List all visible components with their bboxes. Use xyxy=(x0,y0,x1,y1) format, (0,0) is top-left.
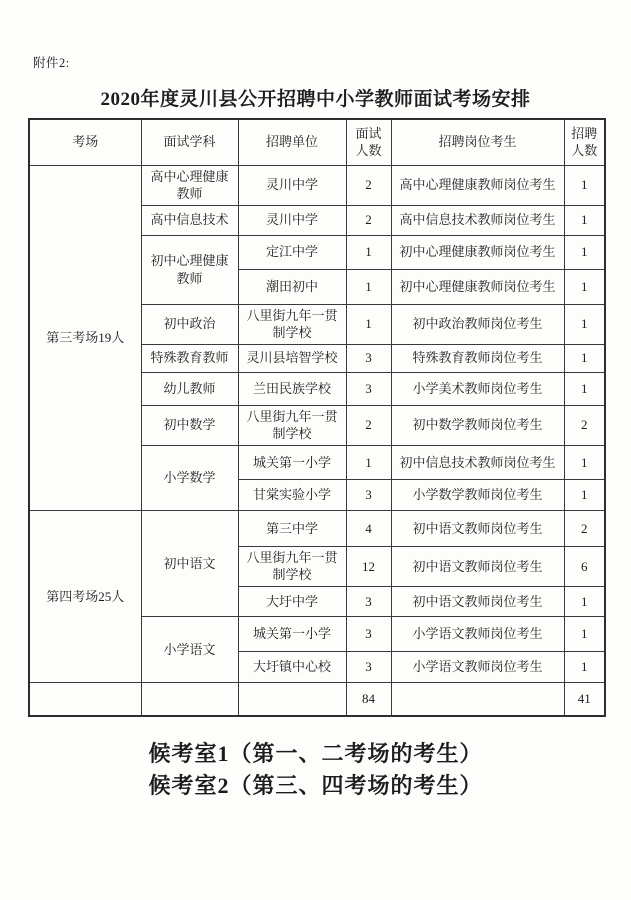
totals-empty-candidates-cell xyxy=(391,682,564,716)
recruit-count-cell: 1 xyxy=(564,651,605,682)
subject-cell: 幼儿教师 xyxy=(141,372,238,405)
waiting-room-line-2: 候考室2（第三、四考场的考生） xyxy=(148,773,483,798)
school-cell: 兰田民族学校 xyxy=(238,372,346,405)
totals-empty-school-cell xyxy=(238,682,346,716)
recruit-count-cell: 2 xyxy=(564,405,605,445)
school-cell: 城关第一小学 xyxy=(238,445,346,479)
totals-empty-venue-cell xyxy=(29,682,141,716)
school-cell: 定江中学 xyxy=(238,235,346,269)
header-school: 招聘单位 xyxy=(238,119,346,165)
subject-cell: 初中语文 xyxy=(141,510,238,616)
header-recruit-count: 招聘人数 xyxy=(564,119,605,165)
school-cell: 灵川中学 xyxy=(238,165,346,205)
school-cell: 灵川县培智学校 xyxy=(238,344,346,372)
recruit-count-cell: 1 xyxy=(564,304,605,344)
school-cell: 潮田初中 xyxy=(238,269,346,304)
recruit-count-cell: 1 xyxy=(564,344,605,372)
subject-cell: 小学语文 xyxy=(141,616,238,682)
interview-count-cell: 3 xyxy=(346,651,391,682)
waiting-room-line-1: 候考室1（第一、二考场的考生） xyxy=(148,741,483,766)
recruit-count-cell: 1 xyxy=(564,445,605,479)
school-cell: 灵川中学 xyxy=(238,205,346,235)
subject-cell: 初中政治 xyxy=(141,304,238,344)
recruit-count-cell: 1 xyxy=(564,479,605,510)
interview-count-cell: 3 xyxy=(346,344,391,372)
interview-count-cell: 3 xyxy=(346,479,391,510)
page-title: 2020年度灵川县公开招聘中小学教师面试考场安排 xyxy=(100,89,531,110)
subject-cell: 初中心理健康教师 xyxy=(141,235,238,304)
candidates-cell: 初中语文教师岗位考生 xyxy=(391,546,564,586)
candidates-cell: 初中语文教师岗位考生 xyxy=(391,586,564,616)
school-cell: 甘棠实验小学 xyxy=(238,479,346,510)
interview-count-cell: 2 xyxy=(346,205,391,235)
interview-total-cell: 84 xyxy=(346,682,391,716)
school-cell: 城关第一小学 xyxy=(238,616,346,651)
recruit-count-cell: 1 xyxy=(564,165,605,205)
venue-cell-3: 第三考场19人 xyxy=(29,165,141,510)
interview-count-cell: 3 xyxy=(346,616,391,651)
school-cell: 八里街九年一贯制学校 xyxy=(238,405,346,445)
recruit-count-cell: 1 xyxy=(564,372,605,405)
interview-count-cell: 3 xyxy=(346,586,391,616)
candidates-cell: 初中政治教师岗位考生 xyxy=(391,304,564,344)
attachment-label: 附件2: xyxy=(33,56,70,70)
interview-count-cell: 4 xyxy=(346,510,391,546)
recruit-total-cell: 41 xyxy=(564,682,605,716)
totals-row xyxy=(29,682,605,716)
subject-cell: 高中心理健康教师 xyxy=(141,165,238,205)
recruit-count-cell: 1 xyxy=(564,269,605,304)
recruit-count-cell: 6 xyxy=(564,546,605,586)
school-cell: 八里街九年一贯制学校 xyxy=(238,546,346,586)
interview-count-cell: 3 xyxy=(346,372,391,405)
candidates-cell: 小学美术教师岗位考生 xyxy=(391,372,564,405)
subject-cell: 小学数学 xyxy=(141,445,238,510)
interview-count-cell: 12 xyxy=(346,546,391,586)
interview-count-cell: 1 xyxy=(346,269,391,304)
recruit-count-cell: 1 xyxy=(564,235,605,269)
candidates-cell: 小学语文教师岗位考生 xyxy=(391,616,564,651)
candidates-cell: 小学数学教师岗位考生 xyxy=(391,479,564,510)
table-row xyxy=(29,165,605,205)
subject-cell: 初中数学 xyxy=(141,405,238,445)
subject-cell: 高中信息技术 xyxy=(141,205,238,235)
recruit-count-cell: 2 xyxy=(564,510,605,546)
candidates-cell: 初中心理健康教师岗位考生 xyxy=(391,235,564,269)
exam-venue-schedule-table xyxy=(28,118,606,717)
recruit-count-cell: 1 xyxy=(564,586,605,616)
table-header-row xyxy=(29,119,605,165)
header-venue: 考场 xyxy=(29,119,141,165)
candidates-cell: 初中心理健康教师岗位考生 xyxy=(391,269,564,304)
school-cell: 大圩镇中心校 xyxy=(238,651,346,682)
header-interview-count: 面试人数 xyxy=(346,119,391,165)
interview-count-cell: 1 xyxy=(346,304,391,344)
subject-cell: 特殊教育教师 xyxy=(141,344,238,372)
candidates-cell: 小学语文教师岗位考生 xyxy=(391,651,564,682)
school-cell: 大圩中学 xyxy=(238,586,346,616)
header-subject: 面试学科 xyxy=(141,119,238,165)
recruit-count-cell: 1 xyxy=(564,205,605,235)
candidates-cell: 高中心理健康教师岗位考生 xyxy=(391,165,564,205)
school-cell: 第三中学 xyxy=(238,510,346,546)
candidates-cell: 特殊教育教师岗位考生 xyxy=(391,344,564,372)
totals-empty-subject-cell xyxy=(141,682,238,716)
candidates-cell: 初中信息技术教师岗位考生 xyxy=(391,445,564,479)
interview-count-cell: 2 xyxy=(346,165,391,205)
header-candidates: 招聘岗位考生 xyxy=(391,119,564,165)
interview-count-cell: 1 xyxy=(346,235,391,269)
venue-cell-4: 第四考场25人 xyxy=(29,510,141,682)
waiting-room-note xyxy=(0,738,631,802)
candidates-cell: 初中语文教师岗位考生 xyxy=(391,510,564,546)
candidates-cell: 高中信息技术教师岗位考生 xyxy=(391,205,564,235)
candidates-cell: 初中数学教师岗位考生 xyxy=(391,405,564,445)
recruit-count-cell: 1 xyxy=(564,616,605,651)
table-row xyxy=(29,510,605,546)
school-cell: 八里街九年一贯制学校 xyxy=(238,304,346,344)
interview-count-cell: 1 xyxy=(346,445,391,479)
interview-count-cell: 2 xyxy=(346,405,391,445)
